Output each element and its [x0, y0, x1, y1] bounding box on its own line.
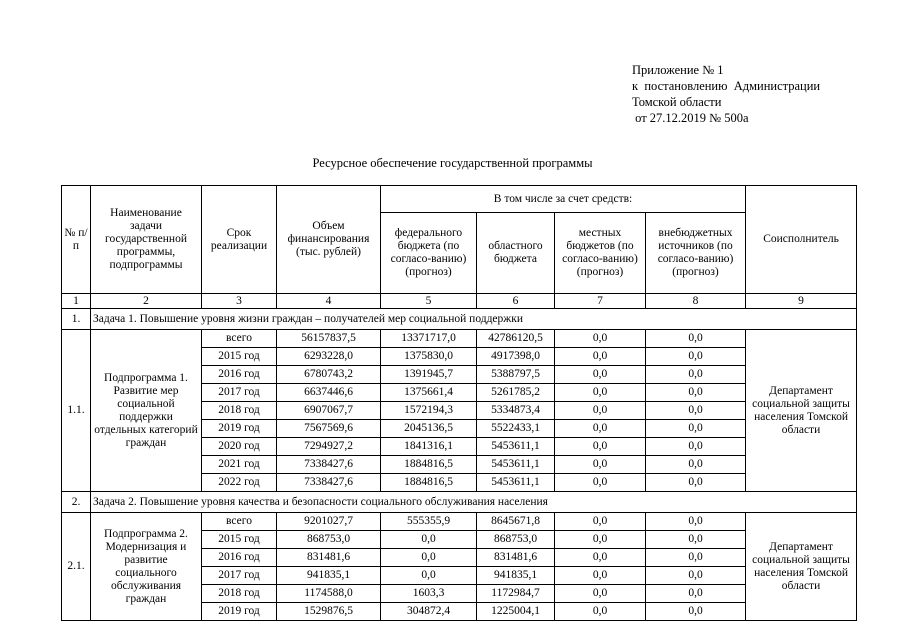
task-number: 2. — [62, 492, 91, 513]
subprogram-number: 1.1. — [62, 330, 91, 492]
federal-cell: 555355,9 — [381, 513, 477, 531]
local-cell: 0,0 — [555, 456, 646, 474]
extra-cell: 0,0 — [646, 402, 746, 420]
period-cell: 2019 год — [202, 603, 277, 621]
resource-table — [61, 185, 857, 621]
header-term: Срок реализации — [202, 186, 277, 294]
volume-cell: 9201027,7 — [277, 513, 381, 531]
header-sources-group: В том числе за счет средств: — [381, 186, 746, 213]
approval-block — [632, 62, 820, 126]
regional-cell: 1225004,1 — [477, 603, 555, 621]
extra-cell: 0,0 — [646, 420, 746, 438]
volume-cell: 6637446,6 — [277, 384, 381, 402]
regional-cell: 5453611,1 — [477, 474, 555, 492]
local-cell: 0,0 — [555, 438, 646, 456]
federal-cell: 304872,4 — [381, 603, 477, 621]
local-cell: 0,0 — [555, 603, 646, 621]
period-cell: всего — [202, 513, 277, 531]
extra-cell: 0,0 — [646, 549, 746, 567]
task-row — [62, 492, 857, 513]
period-cell: 2022 год — [202, 474, 277, 492]
regional-cell: 4917398,0 — [477, 348, 555, 366]
extra-cell: 0,0 — [646, 384, 746, 402]
table-row — [62, 513, 857, 531]
header-num: № п/п — [62, 186, 91, 294]
volume-cell: 7567569,6 — [277, 420, 381, 438]
regional-cell: 42786120,5 — [477, 330, 555, 348]
column-number: 1 — [62, 294, 91, 309]
local-cell: 0,0 — [555, 567, 646, 585]
column-number: 3 — [202, 294, 277, 309]
regional-cell: 941835,1 — [477, 567, 555, 585]
local-cell: 0,0 — [555, 330, 646, 348]
regional-cell: 8645671,8 — [477, 513, 555, 531]
local-cell: 0,0 — [555, 474, 646, 492]
federal-cell: 0,0 — [381, 531, 477, 549]
task-number: 1. — [62, 309, 91, 330]
column-number: 7 — [555, 294, 646, 309]
regional-cell: 5261785,2 — [477, 384, 555, 402]
header-local: местных бюджетов (по согласо-ванию) (прогноз) — [555, 213, 646, 294]
extra-cell: 0,0 — [646, 456, 746, 474]
federal-cell: 13371717,0 — [381, 330, 477, 348]
volume-cell: 6907067,7 — [277, 402, 381, 420]
task-row — [62, 309, 857, 330]
extra-cell: 0,0 — [646, 438, 746, 456]
federal-cell: 1841316,1 — [381, 438, 477, 456]
column-numbers-row — [62, 294, 857, 309]
executor-cell: Департамент социальной защиты населения Томской области — [746, 330, 857, 492]
header-volume: Объем финансирования (тыс. рублей) — [277, 186, 381, 294]
volume-cell: 1529876,5 — [277, 603, 381, 621]
column-number: 5 — [381, 294, 477, 309]
extra-cell: 0,0 — [646, 567, 746, 585]
federal-cell: 1884816,5 — [381, 474, 477, 492]
period-cell: 2015 год — [202, 531, 277, 549]
regional-cell: 5334873,4 — [477, 402, 555, 420]
column-number: 2 — [91, 294, 202, 309]
header-executor: Соисполнитель — [746, 186, 857, 294]
local-cell: 0,0 — [555, 513, 646, 531]
regional-cell: 868753,0 — [477, 531, 555, 549]
local-cell: 0,0 — [555, 384, 646, 402]
local-cell: 0,0 — [555, 531, 646, 549]
extra-cell: 0,0 — [646, 330, 746, 348]
approval-line-4: от 27.12.2019 № 500а — [632, 111, 749, 125]
volume-cell: 6780743,2 — [277, 366, 381, 384]
volume-cell: 56157837,5 — [277, 330, 381, 348]
approval-line-2: к постановлению Администрации — [632, 79, 821, 93]
period-cell: 2021 год — [202, 456, 277, 474]
period-cell: 2020 год — [202, 438, 277, 456]
period-cell: 2016 год — [202, 366, 277, 384]
task-text: Задача 1. Повышение уровня жизни граждан – получателей мер социальной поддержки — [91, 309, 857, 330]
regional-cell: 5453611,1 — [477, 438, 555, 456]
extra-cell: 0,0 — [646, 474, 746, 492]
federal-cell: 0,0 — [381, 549, 477, 567]
volume-cell: 6293228,0 — [277, 348, 381, 366]
regional-cell: 831481,6 — [477, 549, 555, 567]
volume-cell: 831481,6 — [277, 549, 381, 567]
column-number: 6 — [477, 294, 555, 309]
period-cell: всего — [202, 330, 277, 348]
header-name: Наименование задачи государственной программы, подпрограммы — [91, 186, 202, 294]
federal-cell: 1884816,5 — [381, 456, 477, 474]
extra-cell: 0,0 — [646, 585, 746, 603]
extra-cell: 0,0 — [646, 603, 746, 621]
period-cell: 2019 год — [202, 420, 277, 438]
header-federal: федерального бюджета (по согласо-ванию) (прогноз) — [381, 213, 477, 294]
subprogram-name: Подпрограмма 2. Модернизация и развитие социального обслуживания граждан — [91, 513, 202, 621]
local-cell: 0,0 — [555, 420, 646, 438]
volume-cell: 7338427,6 — [277, 474, 381, 492]
extra-cell: 0,0 — [646, 366, 746, 384]
volume-cell: 7294927,2 — [277, 438, 381, 456]
document-title: Ресурсное обеспечение государственной программы — [312, 156, 593, 170]
local-cell: 0,0 — [555, 585, 646, 603]
executor-cell: Департамент социальной защиты населения Томской области — [746, 513, 857, 621]
regional-cell: 1172984,7 — [477, 585, 555, 603]
column-number: 8 — [646, 294, 746, 309]
period-cell: 2017 год — [202, 384, 277, 402]
federal-cell: 0,0 — [381, 567, 477, 585]
local-cell: 0,0 — [555, 366, 646, 384]
subprogram-name: Подпрограмма 1. Развитие мер социальной поддержки отдельных категорий граждан — [91, 330, 202, 492]
federal-cell: 2045136,5 — [381, 420, 477, 438]
task-text: Задача 2. Повышение уровня качества и безопасности социального обслуживания населения — [91, 492, 857, 513]
period-cell: 2017 год — [202, 567, 277, 585]
volume-cell: 868753,0 — [277, 531, 381, 549]
federal-cell: 1391945,7 — [381, 366, 477, 384]
regional-cell: 5388797,5 — [477, 366, 555, 384]
regional-cell: 5522433,1 — [477, 420, 555, 438]
regional-cell: 5453611,1 — [477, 456, 555, 474]
column-number: 4 — [277, 294, 381, 309]
federal-cell: 1603,3 — [381, 585, 477, 603]
period-cell: 2015 год — [202, 348, 277, 366]
federal-cell: 1572194,3 — [381, 402, 477, 420]
local-cell: 0,0 — [555, 549, 646, 567]
approval-line-1: Приложение № 1 — [632, 63, 724, 77]
table-row — [62, 330, 857, 348]
local-cell: 0,0 — [555, 402, 646, 420]
volume-cell: 7338427,6 — [277, 456, 381, 474]
approval-line-3: Томской области — [632, 95, 722, 109]
subprogram-number: 2.1. — [62, 513, 91, 621]
period-cell: 2018 год — [202, 402, 277, 420]
period-cell: 2018 год — [202, 585, 277, 603]
extra-cell: 0,0 — [646, 513, 746, 531]
extra-cell: 0,0 — [646, 531, 746, 549]
header-regional: областного бюджета — [477, 213, 555, 294]
column-number: 9 — [746, 294, 857, 309]
period-cell: 2016 год — [202, 549, 277, 567]
federal-cell: 1375830,0 — [381, 348, 477, 366]
extra-cell: 0,0 — [646, 348, 746, 366]
federal-cell: 1375661,4 — [381, 384, 477, 402]
header-extra: внебюджетных источников (по согласо-ванию) (прогноз) — [646, 213, 746, 294]
volume-cell: 941835,1 — [277, 567, 381, 585]
local-cell: 0,0 — [555, 348, 646, 366]
volume-cell: 1174588,0 — [277, 585, 381, 603]
